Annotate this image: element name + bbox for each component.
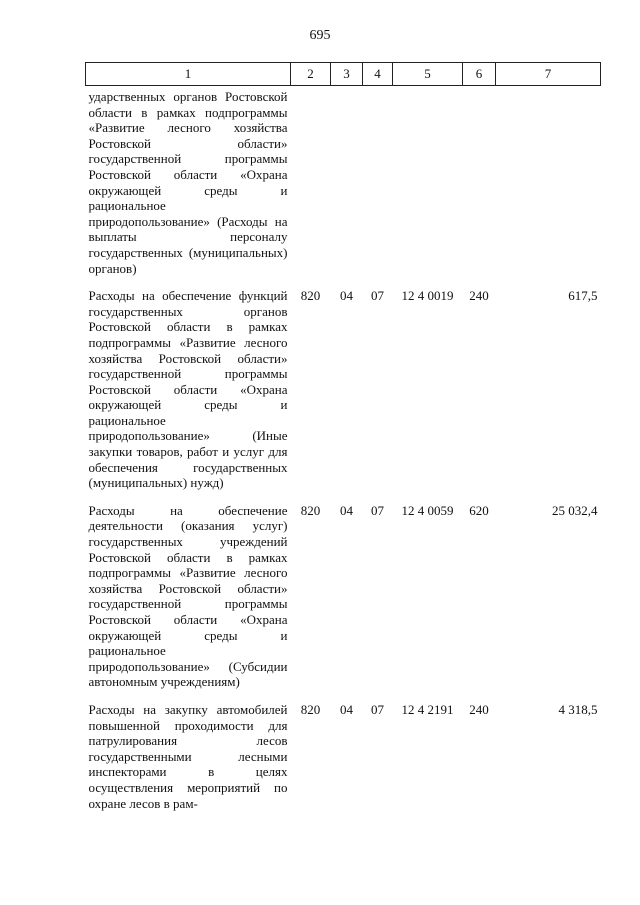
row-description: Расходы на обеспечение деятельности (оказания услуг) государственных учреждений Ростовской области в рамках подпрограммы «Развитие лесного хозяйства Ростовской области» государственной программы Ростовской области «Охрана окружающей среды и рациональное природопользование» (Субсидии автономным учреждениям) (88, 502, 288, 690)
page-number: 695 (309, 28, 331, 43)
row-expense-type: 240 (469, 701, 489, 717)
row-target-article (393, 86, 463, 281)
row-expense-type: 240 (469, 288, 489, 304)
row-subsection: 07 (371, 502, 384, 518)
row-amount (496, 86, 601, 281)
row-amount: 25 032,4 (552, 502, 598, 518)
row-description: ударственных органов Ростовской области в рамках подпрограммы «Развитие лесного хозяйства Ростовской области» государственной программы Ростовской области «Охрана окружающей среды и рациональное природопользование» (Расходы на выплаты персоналу государственных (муниципальных) органов) (88, 89, 288, 276)
row-subsection: 07 (371, 701, 384, 717)
row-ministry-code: 820 (300, 701, 321, 717)
row-target-article: 12 4 2191 (401, 701, 454, 717)
table-row (86, 694, 601, 815)
header-col-7: 7 (496, 63, 601, 86)
row-section: 04 (340, 288, 353, 304)
header-col-6: 6 (463, 63, 496, 86)
row-expense-type: 620 (469, 502, 489, 518)
header-col-3: 3 (331, 63, 363, 86)
row-ministry-code (291, 86, 331, 281)
budget-table (85, 62, 601, 815)
row-section: 04 (340, 502, 353, 518)
row-ministry-code: 820 (300, 502, 321, 518)
table-row (86, 280, 601, 495)
row-subsection (363, 86, 393, 281)
row-description: Расходы на обеспечение функций государственных органов Ростовской области в рамках подпрограммы «Развитие лесного хозяйства Ростовской области» государственной программы Ростовской области «Охрана окружающей среды и рациональное природопользование» (Иные закупки товаров, работ и услуг для обеспечения государственных (муниципальных) нужд) (88, 288, 288, 491)
row-description: Расходы на закупку автомобилей повышенной проходимости для патрулирования лесов государственными лесными инспекторами в целях осуществления мероприятий по охране лесов в рам- (88, 701, 288, 811)
row-target-article: 12 4 0019 (401, 288, 454, 304)
row-ministry-code: 820 (300, 288, 321, 304)
row-target-article: 12 4 0059 (401, 502, 454, 518)
header-col-1: 1 (86, 63, 291, 86)
row-section: 04 (340, 701, 353, 717)
header-col-2: 2 (291, 63, 331, 86)
table-row (86, 86, 601, 281)
table-row (86, 495, 601, 694)
row-amount: 4 318,5 (558, 701, 598, 717)
row-section (331, 86, 363, 281)
row-expense-type (463, 86, 496, 281)
table-header (86, 63, 601, 86)
header-col-5: 5 (393, 63, 463, 86)
row-subsection: 07 (371, 288, 384, 304)
header-col-4: 4 (363, 63, 393, 86)
row-amount: 617,5 (568, 288, 598, 304)
